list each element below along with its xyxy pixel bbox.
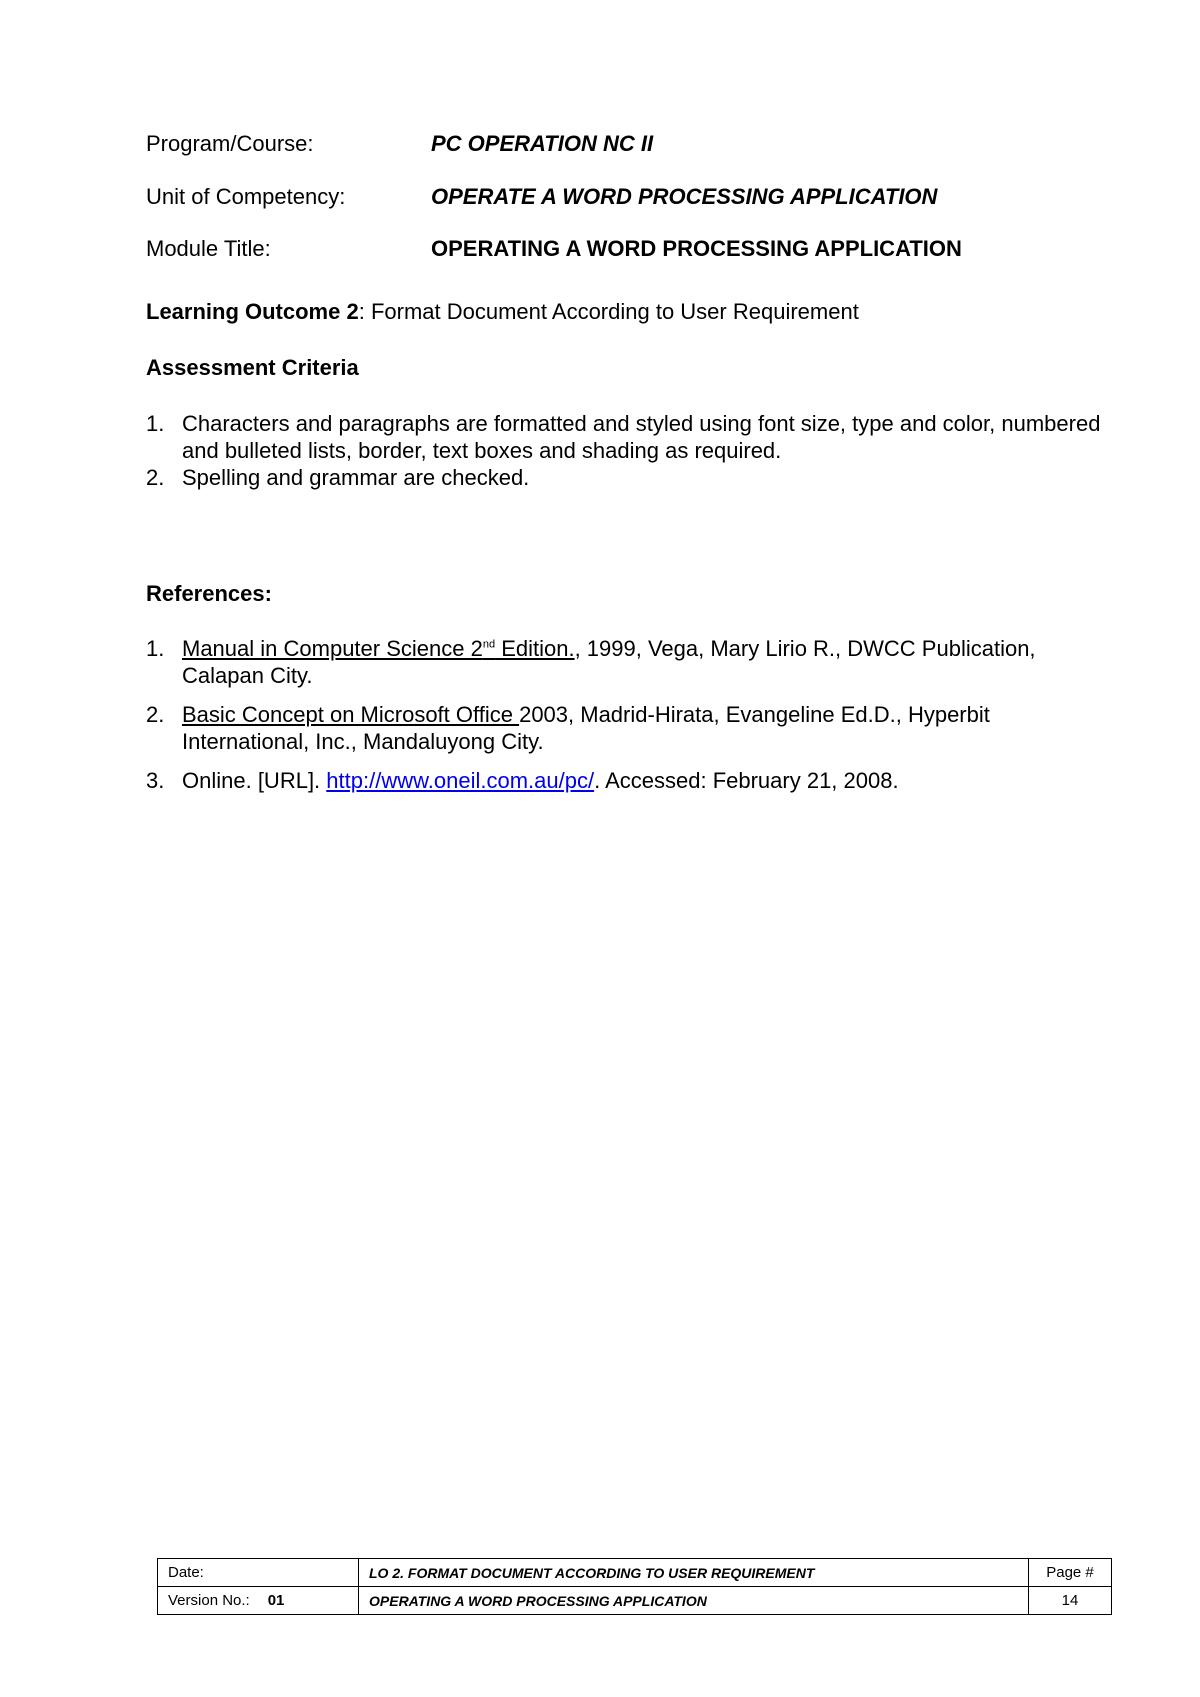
list-text: Characters and paragraphs are formatted and styled using font size, type and color, numbered and bulleted lists, border, text boxes and shading as required. (182, 411, 1101, 463)
module-label: Module Title: (146, 236, 271, 261)
list-text: Spelling and grammar are checked. (182, 465, 530, 490)
table-row (158, 1559, 1112, 1587)
list-number: 1. (146, 411, 165, 436)
assessment-list (146, 410, 1106, 491)
list-item (146, 410, 1106, 464)
footer-date-label: Date: (158, 1559, 359, 1587)
module-row (146, 236, 962, 262)
learning-outcome-label: Learning Outcome 2 (146, 299, 359, 324)
reference-suffix: . Accessed: February 21, 2008. (594, 768, 899, 793)
reference-link[interactable]: http://www.oneil.com.au/pc/ (326, 768, 595, 793)
unit-value: OPERATE A WORD PROCESSING APPLICATION (431, 184, 938, 209)
learning-outcome-text: : Format Document According to User Requirement (358, 299, 859, 324)
footer-page-label: Page # (1029, 1559, 1112, 1587)
footer-version-label: Version No.: (168, 1591, 250, 1609)
list-item (146, 701, 1106, 755)
reference-title-main: Manual in Computer Science 2 (182, 636, 483, 661)
reference-prefix: Online. [URL]. (182, 768, 327, 793)
program-value: PC OPERATION NC II (431, 131, 654, 156)
footer-version-value: 01 (267, 1591, 285, 1609)
list-number: 1. (146, 636, 165, 661)
list-number: 2. (146, 702, 165, 727)
list-item (146, 767, 1106, 794)
references-list (146, 635, 1106, 794)
reference-rest: 2003, Madrid-Hirata, Evangeline Ed.D., Hyperbit International, Inc., Mandaluyong City. (182, 702, 990, 754)
footer-module-title: OPERATING A WORD PROCESSING APPLICATION (359, 1587, 1029, 1615)
reference-rest: , 1999, Vega, Mary Lirio R., DWCC Publication, Calapan City. (182, 636, 1036, 688)
reference-title (182, 636, 575, 661)
list-number: 3. (146, 768, 165, 793)
reference-title-edition: Edition. (495, 636, 575, 661)
list-number: 2. (146, 465, 165, 490)
program-label: Program/Course: (146, 131, 314, 156)
unit-row (146, 184, 937, 210)
assessment-heading: Assessment Criteria (146, 355, 359, 380)
reference-title: Basic Concept on Microsoft Office (182, 702, 520, 727)
program-row (146, 131, 653, 157)
footer-lo-title: LO 2. FORMAT DOCUMENT ACCORDING TO USER REQUIREMENT (359, 1559, 1029, 1587)
footer-table (157, 1558, 1112, 1615)
list-item (146, 635, 1106, 689)
unit-label: Unit of Competency: (146, 184, 346, 209)
module-value: OPERATING A WORD PROCESSING APPLICATION (431, 236, 962, 261)
footer-page-number: 14 (1029, 1587, 1112, 1615)
table-row (158, 1587, 1112, 1615)
references-heading: References: (146, 581, 272, 606)
list-item (146, 464, 1106, 491)
footer-version-cell (158, 1587, 359, 1615)
reference-title-sup: nd (482, 638, 496, 651)
learning-outcome (146, 298, 859, 325)
